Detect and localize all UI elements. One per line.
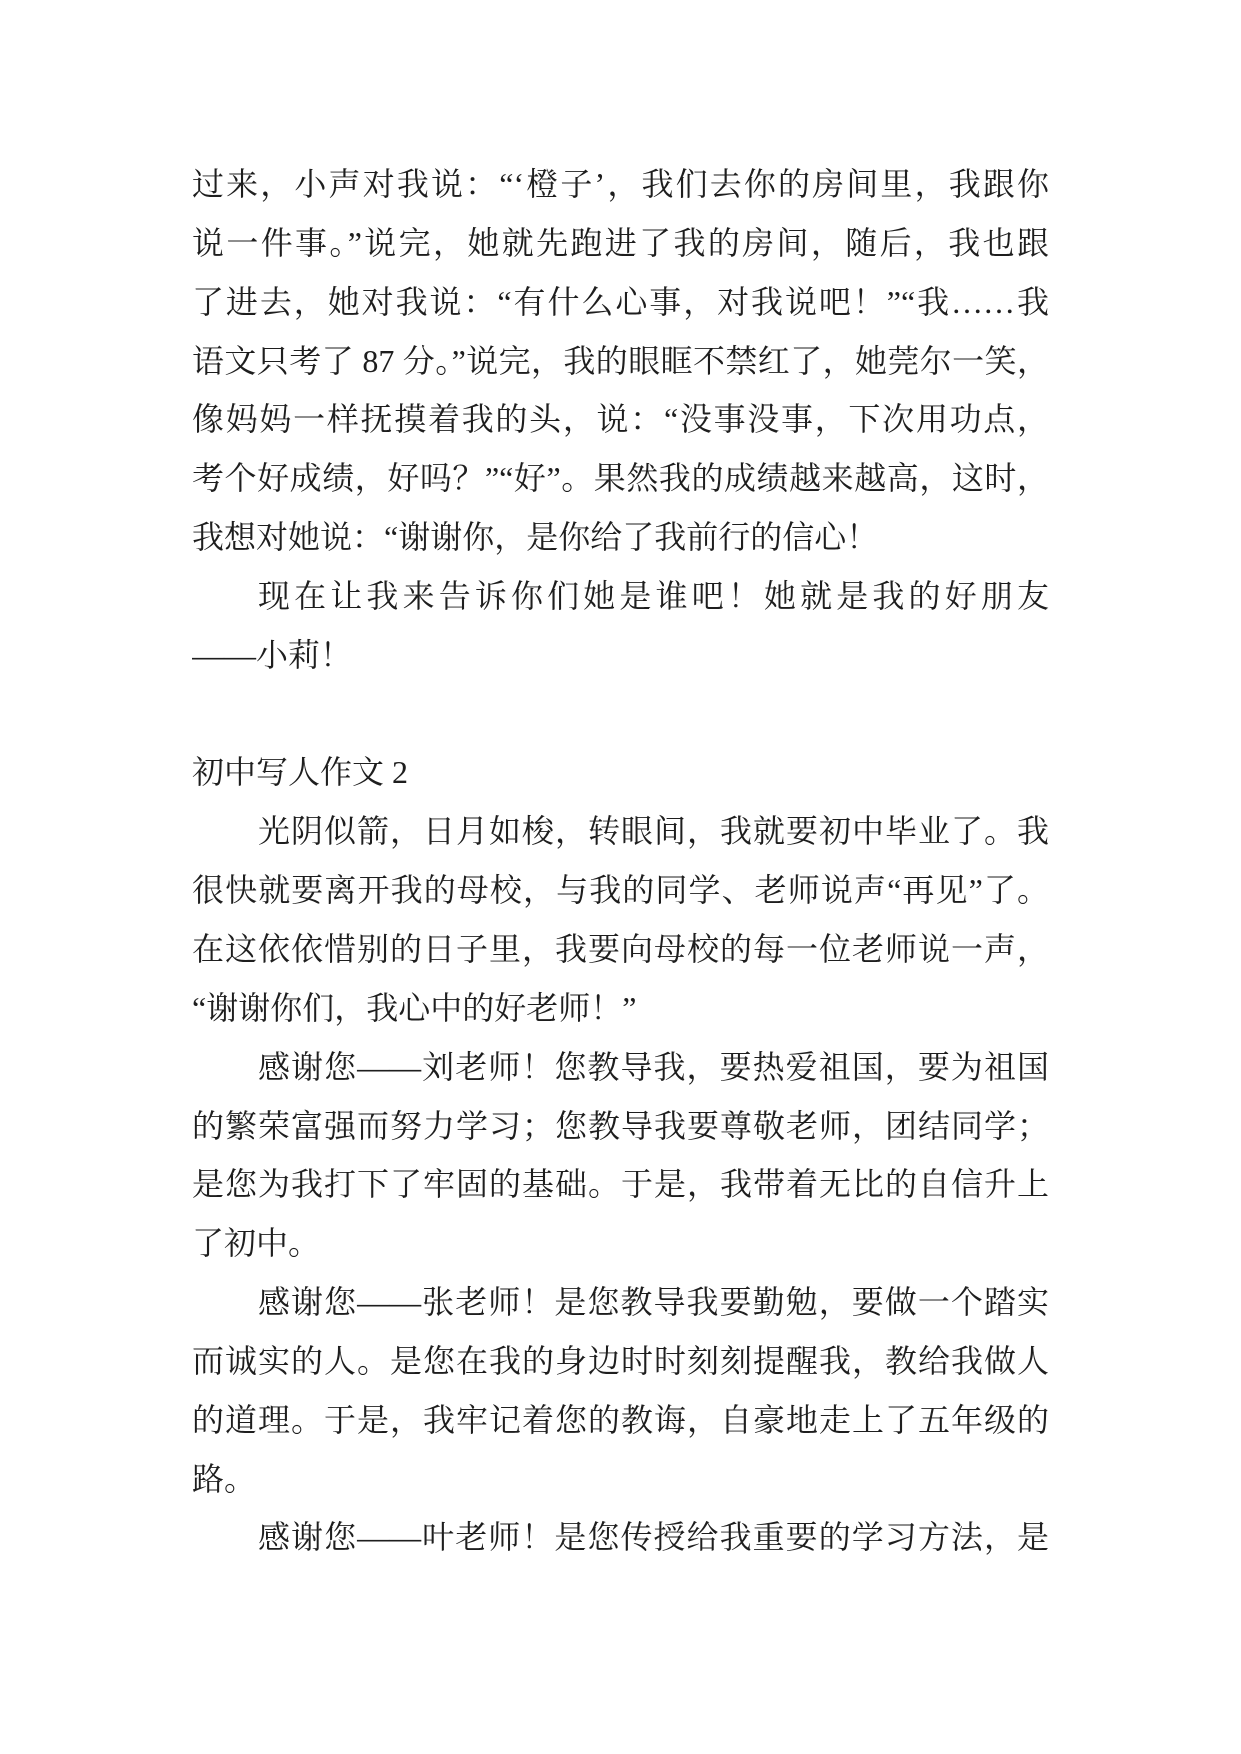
text-line: 像妈妈一样抚摸着我的头，说：“没事没事，下次用功点， bbox=[192, 401, 1049, 438]
text-line: ——小莉！ bbox=[192, 636, 353, 673]
text-line: 路。 bbox=[192, 1460, 257, 1497]
paragraph bbox=[192, 155, 1049, 567]
blank-line bbox=[192, 685, 1049, 744]
paragraph bbox=[192, 802, 1049, 1037]
text-line: 感谢您——张老师！是您教导我要勤勉，要做一个踏实 bbox=[258, 1284, 1049, 1321]
paragraph bbox=[192, 1508, 1049, 1567]
text-line: 很快就要离开我的母校，与我的同学、老师说声“再见”了。 bbox=[192, 872, 1049, 909]
text-line: 考个好成绩，好吗？”“好”。果然我的成绩越来越高，这时， bbox=[192, 460, 1049, 497]
text-line: 了初中。 bbox=[192, 1225, 321, 1262]
text-line: 的道理。于是，我牢记着您的教诲，自豪地走上了五年级的 bbox=[192, 1401, 1049, 1438]
text-line: 光阴似箭，日月如梭，转眼间，我就要初中毕业了。我 bbox=[258, 813, 1049, 850]
essay-title: 初中写人作文 2 bbox=[192, 754, 409, 791]
text-line: 而诚实的人。是您在我的身边时时刻刻提醒我，教给我做人 bbox=[192, 1342, 1049, 1379]
paragraph bbox=[192, 1273, 1049, 1508]
text-line: 了进去，她对我说：“有什么心事，对我说吧！”“我……我 bbox=[192, 283, 1049, 320]
text-line: 语文只考了 87 分。”说完，我的眼眶不禁红了，她莞尔一笑， bbox=[192, 342, 1049, 379]
text-line: 感谢您——叶老师！是您传授给我重要的学习方法，是 bbox=[258, 1519, 1049, 1556]
text-line: 是您为我打下了牢固的基础。于是，我带着无比的自信升上 bbox=[192, 1166, 1049, 1203]
text-line: 我想对她说：“谢谢你，是你给了我前行的信心！ bbox=[192, 519, 879, 556]
text-line: 说一件事。”说完，她就先跑进了我的房间，随后，我也跟 bbox=[192, 224, 1049, 261]
text-line: 现在让我来告诉你们她是谁吧！她就是我的好朋友 bbox=[258, 577, 1049, 614]
text-line: 在这依依惜别的日子里，我要向母校的每一位老师说一声， bbox=[192, 930, 1049, 967]
text-line: 感谢您——刘老师！您教导我，要热爱祖国，要为祖国 bbox=[258, 1048, 1049, 1085]
paragraph bbox=[192, 567, 1049, 685]
document-body bbox=[192, 155, 1049, 1567]
paragraph bbox=[192, 1038, 1049, 1273]
text-line: 过来，小声对我说：“‘橙子’，我们去你的房间里，我跟你 bbox=[192, 166, 1049, 202]
text-line: 的繁荣富强而努力学习；您教导我要尊敬老师，团结同学； bbox=[192, 1107, 1049, 1144]
text-line: “谢谢你们，我心中的好老师！” bbox=[192, 989, 637, 1026]
